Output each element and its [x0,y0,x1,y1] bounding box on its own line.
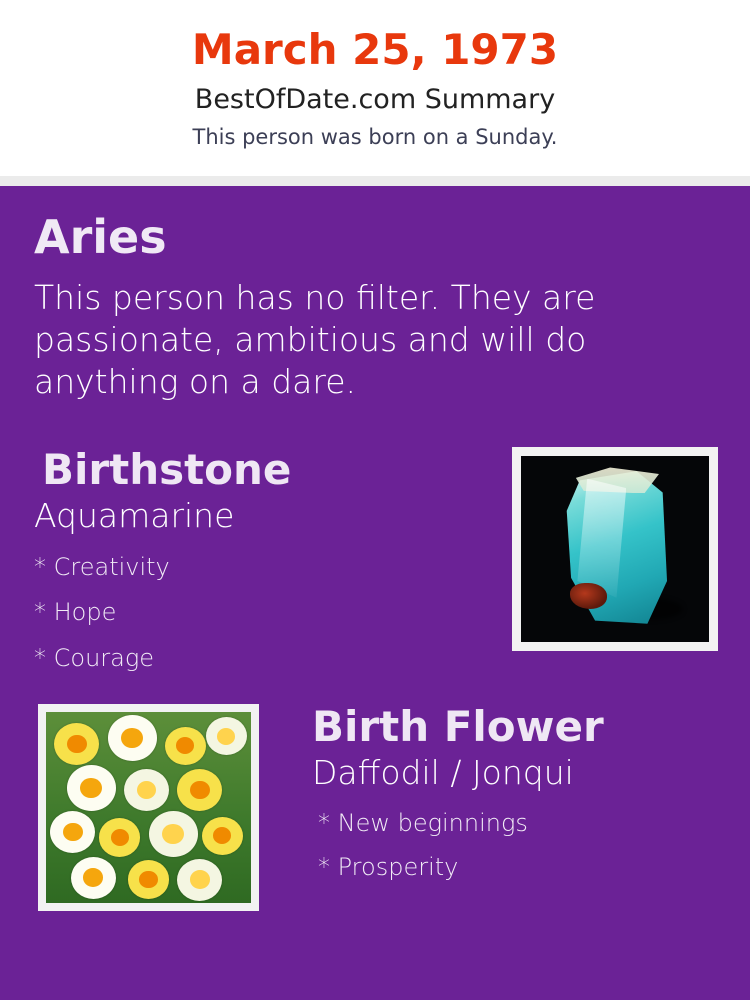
card-header [0,0,750,176]
zodiac-section [32,212,718,403]
birthflower-trait: * Prosperity [318,853,459,882]
birthstone-trait: * Hope [34,598,117,627]
details-panel [0,186,750,1000]
site-name: BestOfDate.com Summary [194,84,556,116]
birthstone-section [32,447,718,681]
birthflower-title: Birth Flower [312,701,604,751]
zodiac-sign-title: Aries [34,210,167,264]
birthstone-title: Birthstone [42,445,292,495]
header-divider [0,176,750,186]
birthflower-image-frame [38,704,259,911]
daffodil-field-icon [46,712,251,903]
zodiac-description: This person has no filter. They are passionate, ambitious and will do anything on a dare. [34,277,596,402]
birth-day-note: This person was born on a Sunday. [192,124,558,149]
aquamarine-crystal-icon [521,456,709,642]
birthstone-name: Aquamarine [34,496,235,536]
birthstone-image-frame [512,447,718,651]
birthstone-trait: * Creativity [34,552,170,581]
birthflower-name: Daffodil / Jonqui [312,752,574,792]
birthflower-section [32,701,718,929]
birthstone-trait: * Courage [34,643,155,672]
birthstone-text [32,447,472,681]
birthflower-text [284,701,718,890]
birthflower-trait: * New beginnings [318,808,528,837]
page-title: March 25, 1973 [191,25,559,74]
